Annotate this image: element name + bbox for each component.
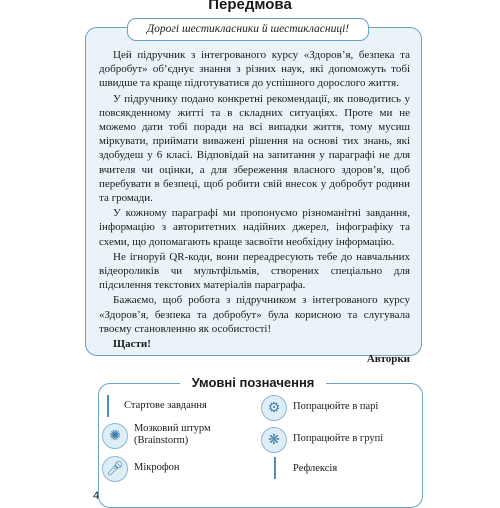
signature: Авторки	[366, 353, 410, 366]
legend-label: Попрацюйте в групі	[293, 433, 384, 444]
legend-item-brainstorm	[134, 423, 244, 447]
legend-label: Мозковий штурм (Brainstorm)	[134, 423, 211, 446]
paragraph: У кожному параграфі ми пропонуємо різноманітні завдання, інформацію з авторитетних надійних джерел, інфографіку та схеми, що допомагають краще засвоїти необхідну інформацію.	[99, 207, 410, 248]
page-number: 4	[93, 490, 100, 502]
brain-icon: ✺	[102, 423, 128, 449]
paragraph: У підручнику подано конкретні рекомендації, як поводитись у повсякденному житті та в складних ситуаціях. Проте ми не можемо дати тобі поради на всі випадки життя, тому мусиш міркувати, приймати виважені рішення на основі тих знань, які здобудеш у 6 класі. Відповідай на запитання у параграфі не для вчителя чи оцінки, а для збереження власного здоров’я, щоб перебувати в безпеці, щоб робити свій внесок у добробут родини та громади.	[99, 92, 410, 205]
paragraph: Цей підручник з інтегрованого курсу «Здоров’я, безпека та добробут» об’єднує знання з різних наук, які допоможуть тобі швидше та краще підготуватися до успішного дорослого життя.	[99, 49, 410, 90]
legend-item-reflection	[293, 463, 337, 475]
legend-label: Стартове завдання	[124, 400, 207, 411]
legend-item-pair-work	[293, 401, 378, 413]
pair-work-icon: ⚙	[261, 395, 287, 421]
greeting-banner: Дорогі шестикласники й шестикласниці!	[127, 18, 369, 41]
legend-label: Мікрофон	[134, 462, 180, 473]
legend-item-microphone	[134, 462, 180, 474]
legend-title: Умовні позначення	[180, 373, 326, 393]
thanks-text: Щасти!	[113, 338, 151, 351]
microphone-icon: 🎤︎	[102, 456, 128, 482]
group-work-icon: ❋	[261, 427, 287, 453]
preface-text	[99, 48, 410, 367]
paragraph: Не ігноруй QR-коди, вони переадресують тебе до навчальних відеороликів чи мультфільмів, створених спеціально для підсилення текстових матеріалів параграфа.	[99, 250, 410, 292]
paragraph: Бажаємо, щоб робота з підручником з інтегрованого курсу «Здоров’я, безпека та добробут» була корисною та слугувала твоєму становленню як особистості!	[99, 294, 410, 335]
legend-label: Попрацюйте в парі	[293, 401, 379, 412]
legend-item-group-work	[293, 433, 383, 445]
page-title: Передмова	[208, 0, 292, 13]
vertical-bar-icon	[274, 457, 276, 479]
vertical-bar-icon	[107, 395, 109, 417]
legend-item-start-task	[124, 400, 207, 412]
legend-label: Рефлексія	[293, 463, 338, 474]
